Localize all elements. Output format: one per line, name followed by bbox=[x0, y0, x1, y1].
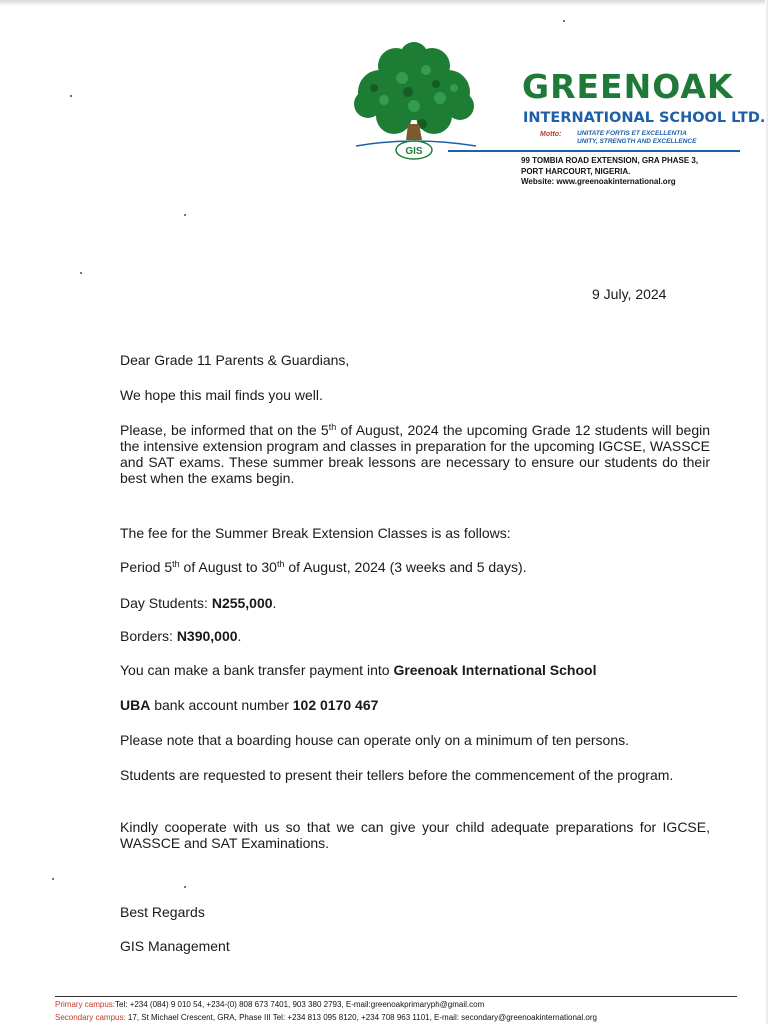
motto-latin: UNITATE FORTIS ET EXCELLENTIA bbox=[577, 130, 687, 137]
day-students-fee bbox=[120, 595, 710, 611]
motto-english: UNITY, STRENGTH AND EXCELLENCE bbox=[577, 138, 697, 145]
bank-name: UBA bbox=[120, 697, 151, 713]
fee-intro: The fee for the Summer Break Extension Classes is as follows: bbox=[120, 525, 511, 541]
motto-label: Motto: bbox=[540, 131, 562, 138]
info-text-rest: of August, 2024 the upcoming Grade 12 students will begin the intensive extension program and classes in preparation for the upcoming IGCSE, WASSCE and SAT exams. These summer break lessons are necessary to ensure our students do their best when the exams begin. bbox=[120, 422, 710, 486]
fee-label: Day Students: bbox=[120, 595, 212, 611]
fee-end: . bbox=[237, 628, 242, 644]
account-number: 102 0170 467 bbox=[292, 697, 379, 713]
ordinal-suffix: th bbox=[328, 422, 337, 432]
borders-fee bbox=[120, 628, 710, 644]
account-text: bank account number bbox=[150, 697, 293, 713]
transfer-text: You can make a bank transfer payment into bbox=[120, 662, 394, 678]
salutation: Dear Grade 11 Parents & Guardians, bbox=[120, 352, 350, 368]
ordinal-suffix: th bbox=[276, 559, 285, 569]
period-line bbox=[120, 559, 710, 575]
fee-amount: N255,000 bbox=[211, 595, 273, 611]
website: Website: www.greenoakinternational.org bbox=[521, 177, 676, 186]
footer-label: Secondary campus: bbox=[55, 1013, 126, 1022]
boarding-note: Please note that a boarding house can operate only on a minimum of ten persons. bbox=[120, 732, 629, 748]
tellers-note: Students are requested to present their tellers before the commencement of the program. bbox=[120, 767, 674, 783]
regards: Best Regards bbox=[120, 904, 205, 920]
transfer-line bbox=[120, 662, 710, 678]
ordinal-suffix: th bbox=[172, 559, 180, 569]
footer-divider bbox=[55, 996, 737, 997]
scan-speck bbox=[563, 20, 565, 22]
motto bbox=[577, 130, 696, 146]
school-name: GREENOAK bbox=[522, 67, 734, 106]
period-start: Period 5 bbox=[120, 559, 173, 575]
period-end: of August, 2024 (3 weeks and 5 days). bbox=[284, 559, 527, 575]
school-address bbox=[521, 156, 698, 188]
footer-primary-campus bbox=[55, 1000, 484, 1009]
address-line-1: 99 TOMBIA ROAD EXTENSION, GRA PHASE 3, bbox=[521, 156, 699, 165]
scan-speck bbox=[184, 886, 186, 888]
logo-badge: GIS bbox=[405, 146, 423, 157]
footer-label: Primary campus: bbox=[55, 1000, 116, 1009]
info-text-start: Please, be informed that on the 5 bbox=[120, 422, 329, 438]
scan-speck bbox=[80, 272, 82, 274]
school-subtitle: INTERNATIONAL SCHOOL LTD. bbox=[523, 110, 766, 126]
bank-account-line bbox=[120, 697, 710, 713]
opening-line: We hope this mail finds you well. bbox=[120, 387, 323, 403]
footer-text: 17, St Michael Crescent, GRA, Phase III Tel: +234 813 095 8120, +234 708 963 1101, E-mail: secondary@greenoakinternational.org bbox=[125, 1013, 597, 1022]
letterhead-divider bbox=[448, 150, 740, 152]
closing-note: Kindly cooperate with us so that we can give your child adequate preparations for IGCSE, WASSCE and SAT Examinations. bbox=[120, 819, 710, 851]
scan-edge bbox=[0, 0, 768, 6]
signature: GIS Management bbox=[120, 938, 230, 954]
fee-label: Borders: bbox=[120, 628, 177, 644]
fee-amount: N390,000 bbox=[176, 628, 238, 644]
scan-speck bbox=[184, 214, 186, 216]
account-name: Greenoak International School bbox=[393, 662, 597, 678]
period-middle: of August to 30 bbox=[179, 559, 277, 575]
footer-text: Tel: +234 (084) 9 010 54, +234-(0) 808 673 7401, 903 380 2793, E-mail:greenoakprimaryph@gmail.com bbox=[115, 1000, 485, 1009]
fee-end: . bbox=[272, 595, 277, 611]
scan-speck bbox=[52, 878, 54, 880]
footer-secondary-campus bbox=[55, 1013, 597, 1022]
letter-date: 9 July, 2024 bbox=[592, 286, 667, 302]
scan-speck bbox=[70, 95, 72, 97]
info-paragraph bbox=[120, 422, 710, 486]
address-line-2: PORT HARCOURT, NIGERIA. bbox=[521, 166, 631, 176]
oak-tree-logo bbox=[344, 40, 484, 166]
